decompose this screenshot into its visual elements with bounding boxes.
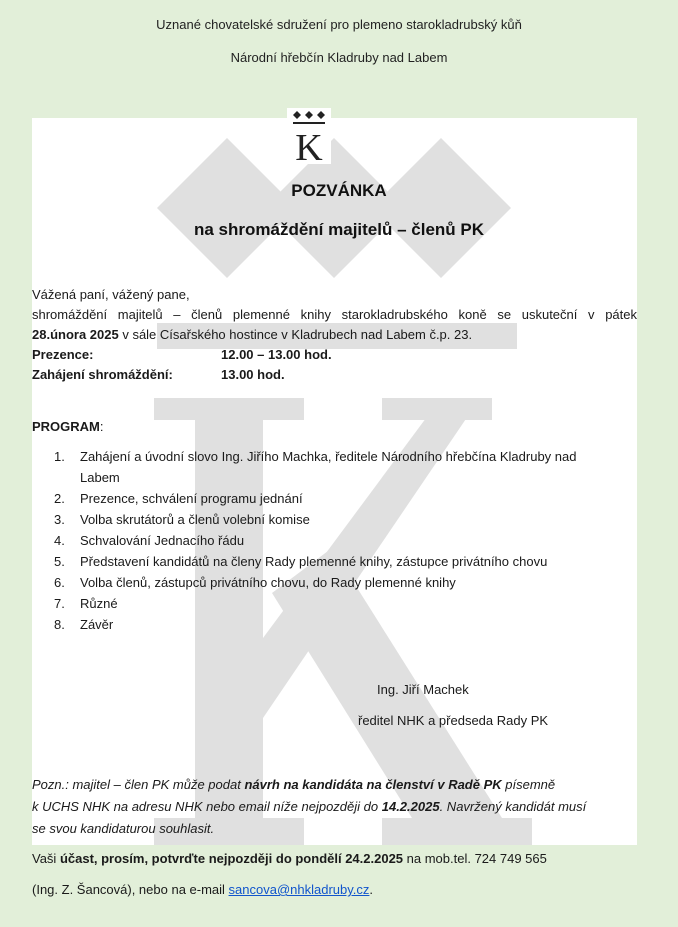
program-item: 5. Představení kandidátů na členy Rady plemenné knihy, zástupce privátního chovu bbox=[54, 554, 548, 569]
header-association: Uznané chovatelské sdružení pro plemeno starokladrubský kůň bbox=[156, 17, 522, 32]
program-item: 8. Závěr bbox=[54, 617, 114, 632]
meeting-date: 28.února 2025 bbox=[32, 327, 119, 342]
email-link[interactable]: sancova@nhkladruby.cz bbox=[228, 882, 370, 897]
program-item: 6. Volba členů, zástupců privátního chovu, do Rady plemenné knihy bbox=[54, 575, 456, 590]
invitation-title: POZVÁNKA bbox=[291, 181, 387, 200]
program-heading: PROGRAM: bbox=[32, 419, 104, 434]
rsvp-line-2: (Ing. Z. Šancová), nebo na e-mail sancova@nhkladruby.cz. bbox=[32, 882, 374, 897]
opening-time: 13.00 hod. bbox=[221, 367, 285, 382]
program-item: 7. Různé bbox=[54, 596, 118, 611]
rsvp-line-1: Vaši účast, prosím, potvrďte nejpozději do pondělí 24.2.2025 na mob.tel. 724 749 565 bbox=[32, 851, 547, 866]
logo-letter: K bbox=[295, 127, 323, 164]
program-item: 3. Volba skrutátorů a členů volební komise bbox=[54, 512, 310, 527]
greeting: Vážená paní, vážený pane, bbox=[32, 287, 190, 302]
note-line-3: se svou kandidaturou souhlasit. bbox=[32, 821, 215, 836]
signature-role: ředitel NHK a předseda Rady PK bbox=[358, 713, 549, 728]
program-item: 2. Prezence, schválení programu jednání bbox=[54, 491, 303, 506]
opening-label: Zahájení shromáždění: bbox=[32, 367, 173, 382]
note-line-1: Pozn.: majitel – člen PK může podat návrh na kandidáta na členství v Radě PK písemně bbox=[32, 777, 556, 792]
program-list bbox=[32, 446, 637, 635]
meeting-venue: v sále Císařského hostince v Kladrubech nad Labem č.p. 23. bbox=[118, 327, 473, 342]
invitation-subtitle: na shromáždění majitelů – členů PK bbox=[193, 220, 485, 239]
presence-label: Prezence: bbox=[32, 347, 94, 362]
program-item: 4. Schvalování Jednacího řádu bbox=[54, 533, 245, 548]
intro-date-line bbox=[32, 325, 637, 345]
program-item: 1. Zahájení a úvodní slovo Ing. Jiřího Machka, ředitele Národního hřebčína Kladruby nad Labem bbox=[54, 449, 577, 485]
intro-line: shromáždění majitelů – členů plemenné knihy starokladrubského koně se uskuteční v pátek bbox=[32, 307, 637, 322]
header-stud: Národní hřebčín Kladruby nad Labem bbox=[230, 50, 448, 65]
note-line-2: k UCHS NHK na adresu NHK nebo email níže nejpozději do 14.2.2025. Navržený kandidát musí bbox=[32, 799, 587, 814]
crown-k-logo-icon bbox=[287, 108, 331, 164]
presence-time: 12.00 – 13.00 hod. bbox=[221, 347, 332, 362]
signature-name: Ing. Jiří Machek bbox=[377, 682, 469, 697]
